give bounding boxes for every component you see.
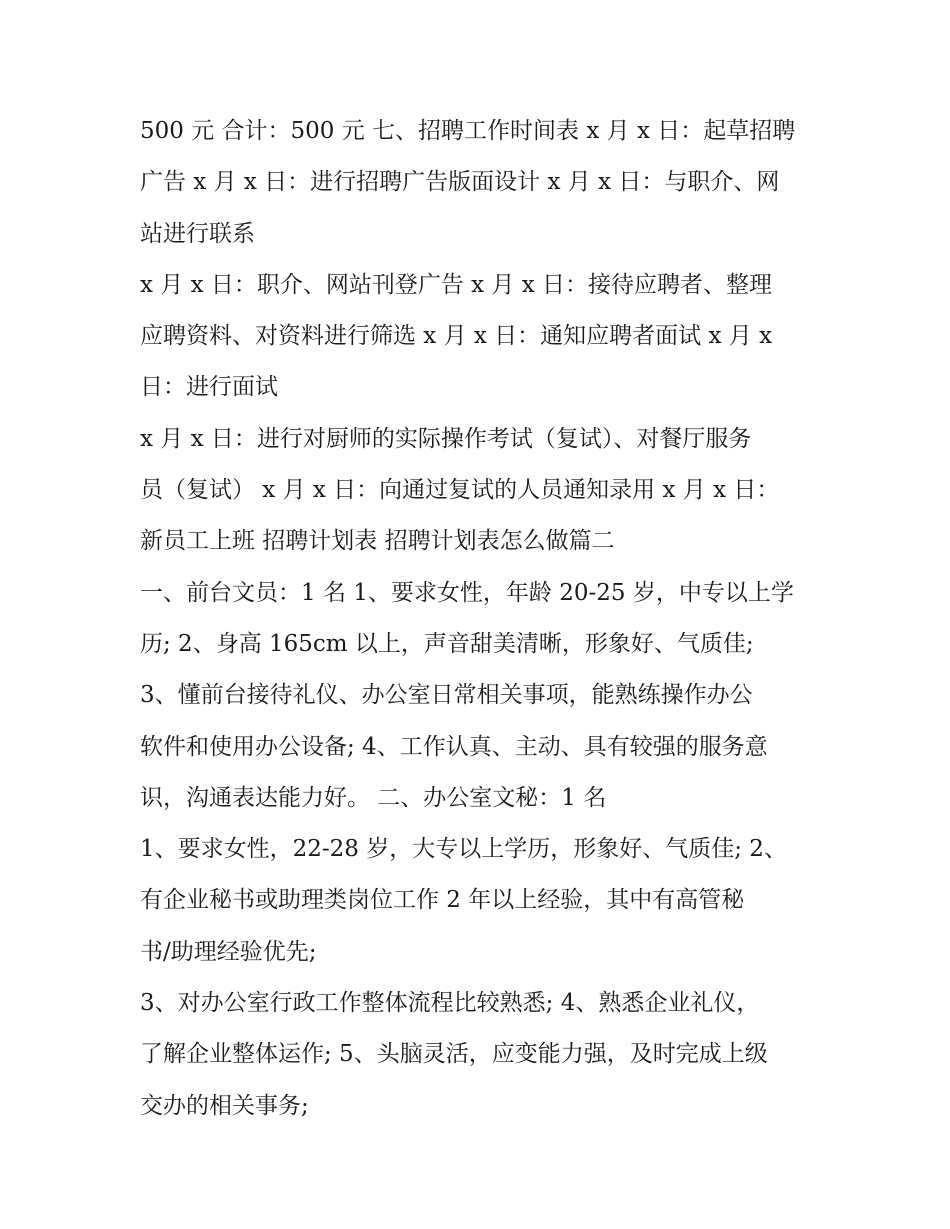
text-line: 历; 2、身高 165cm 以上，声音甜美清晰，形象好、气质佳; — [140, 630, 754, 657]
text-line: 员（复试） x 月 x 日：向通过复试的人员通知录用 x 月 x 日： — [140, 477, 780, 504]
text-line: 软件和使用办公设备; 4、工作认真、主动、具有较强的服务意 — [140, 733, 768, 760]
text-line: 500 元 合计：500 元 七、招聘工作时间表 x 月 x 日：起草招聘 — [140, 118, 796, 144]
text-line: 广告 x 月 x 日：进行招聘广告版面设计 x 月 x 日：与职介、网 — [140, 169, 780, 196]
text-line: 应聘资料、对资料进行筛选 x 月 x 日：通知应聘者面试 x 月 x — [140, 323, 773, 350]
text-line: 有企业秘书或助理类岗位工作 2 年以上经验，其中有高管秘 — [140, 887, 745, 914]
text-line: 交办的相关事务; — [140, 1092, 309, 1119]
text-line: 了解企业整体运作; 5、头脑灵活，应变能力强，及时完成上级 — [140, 1041, 768, 1068]
text-line: 3、懂前台接待礼仪、办公室日常相关事项，能熟练操作办公 — [140, 682, 753, 709]
text-line: 一、前台文员：1 名 1、要求女性，年龄 20-25 岁，中专以上学 — [140, 579, 794, 606]
text-line: 1、要求女性，22-28 岁，大专以上学历，形象好、气质佳; 2、 — [140, 836, 787, 863]
document-body — [140, 106, 820, 1132]
text-line: 日：进行面试 — [140, 374, 278, 401]
text-line: 新员工上班 招聘计划表 招聘计划表怎么做篇二 — [140, 528, 615, 555]
text-line: x 月 x 日：进行对厨师的实际操作考试（复试）、对餐厅服务 — [140, 425, 752, 452]
text-line: x 月 x 日：职介、网站刊登广告 x 月 x 日：接待应聘者、整理 — [140, 271, 773, 298]
text-line: 识，沟通表达能力好。 二、办公室文秘：1 名 — [140, 784, 607, 811]
text-line: 站进行联系 — [140, 220, 255, 247]
text-line: 书/助理经验优先; — [140, 938, 317, 965]
text-line: 3、对办公室行政工作整体流程比较熟悉; 4、熟悉企业礼仪， — [140, 990, 760, 1017]
